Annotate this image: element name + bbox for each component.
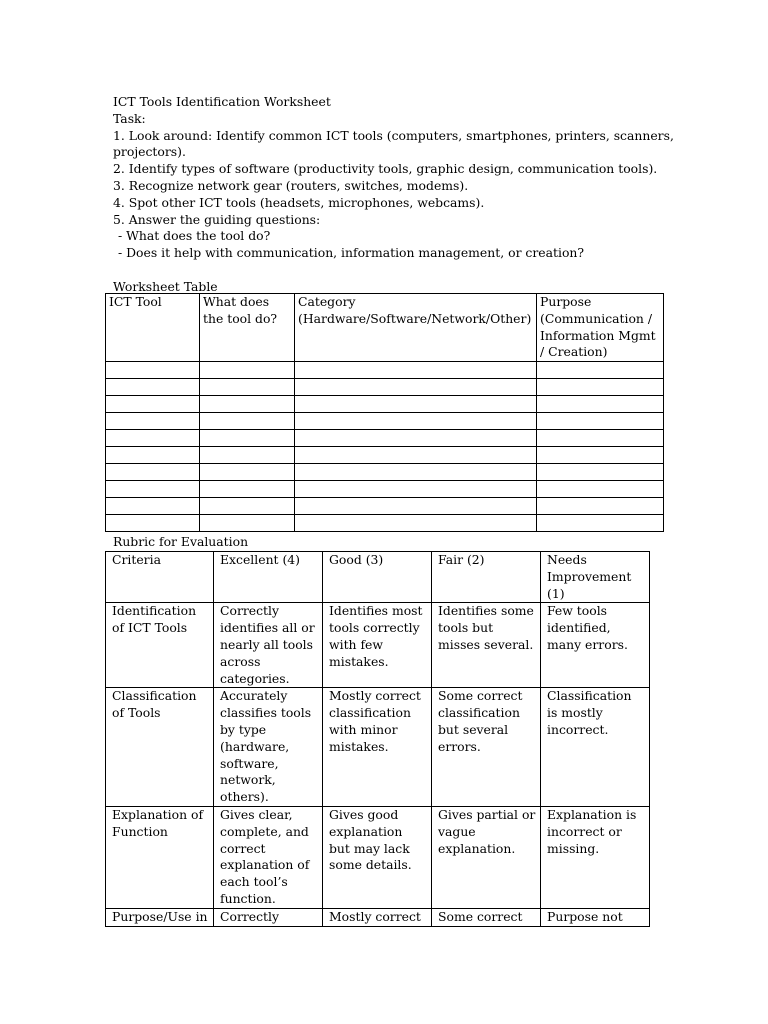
rubric-cell: Correctly — [214, 908, 323, 926]
rubric-cell: Gives clear, complete, and correct explanation of each tool’s function. — [214, 806, 323, 908]
blank-cell[interactable] — [200, 379, 295, 396]
blank-cell[interactable] — [537, 515, 664, 532]
rubric-cell: Purpose not — [541, 908, 650, 926]
worksheet-header-cell: Category (Hardware/Software/Network/Other) — [295, 294, 537, 362]
task-line: 5. Answer the guiding questions: — [113, 211, 321, 227]
rubric-header-cell: Excellent (4) — [214, 552, 323, 603]
worksheet-blank-row — [106, 430, 664, 447]
rubric-cell: Gives good explanation but may lack some details. — [323, 806, 432, 908]
rubric-cell: Some correct classification but several errors. — [432, 688, 541, 807]
rubric-cell: Accurately classifies tools by type (hardware, software, network, others). — [214, 688, 323, 807]
worksheet-intro — [113, 94, 674, 296]
task-line: 1. Look around: Identify common ICT tools (computers, smartphones, printers, scanners, — [113, 127, 674, 143]
blank-cell[interactable] — [106, 464, 200, 481]
task-line: 2. Identify types of software (productivity tools, graphic design, communication tools). — [113, 161, 658, 177]
task-label: Task: — [113, 110, 146, 126]
rubric-header-cell: Needs Improvement (1) — [541, 552, 650, 603]
blank-cell[interactable] — [106, 447, 200, 464]
worksheet-table — [105, 293, 664, 532]
worksheet-blank-row — [106, 464, 664, 481]
blank-cell[interactable] — [295, 481, 537, 498]
blank-cell[interactable] — [537, 430, 664, 447]
blank-cell[interactable] — [106, 396, 200, 413]
blank-cell[interactable] — [106, 379, 200, 396]
blank-cell[interactable] — [295, 430, 537, 447]
rubric-caption: Rubric for Evaluation — [113, 534, 249, 549]
rubric-cell: Correctly identifies all or nearly all tools across categories. — [214, 603, 323, 688]
rubric-cell: Mostly correct — [323, 908, 432, 926]
blank-cell[interactable] — [200, 447, 295, 464]
blank-cell[interactable] — [106, 498, 200, 515]
worksheet-blank-row — [106, 362, 664, 379]
blank-cell[interactable] — [200, 498, 295, 515]
blank-cell[interactable] — [106, 515, 200, 532]
rubric-table — [105, 551, 650, 927]
blank-cell[interactable] — [537, 498, 664, 515]
blank-cell[interactable] — [106, 413, 200, 430]
blank-cell[interactable] — [106, 430, 200, 447]
rubric-criteria-cell: Identification of ICT Tools — [106, 603, 214, 688]
blank-cell[interactable] — [106, 362, 200, 379]
guiding-question: - Does it help with communication, information management, or creation? — [118, 245, 585, 261]
blank-cell[interactable] — [200, 396, 295, 413]
blank-cell[interactable] — [200, 481, 295, 498]
blank-cell[interactable] — [537, 413, 664, 430]
rubric-row — [106, 603, 650, 688]
blank-cell[interactable] — [537, 464, 664, 481]
rubric-criteria-cell: Explanation of Function — [106, 806, 214, 908]
blank-cell[interactable] — [200, 413, 295, 430]
rubric-cell: Identifies some tools but misses several. — [432, 603, 541, 688]
worksheet-header-cell: Purpose (Communication / Information Mgmt / Creation) — [537, 294, 664, 362]
rubric-header-row — [106, 552, 650, 603]
task-line: 4. Spot other ICT tools (headsets, microphones, webcams). — [113, 194, 485, 210]
rubric-row — [106, 908, 650, 926]
blank-cell[interactable] — [200, 464, 295, 481]
blank-cell[interactable] — [295, 379, 537, 396]
rubric-cell: Some correct — [432, 908, 541, 926]
rubric-criteria-cell: Purpose/Use in — [106, 908, 214, 926]
worksheet-caption: Worksheet Table — [113, 278, 218, 294]
blank-cell[interactable] — [295, 396, 537, 413]
rubric-header-cell: Good (3) — [323, 552, 432, 603]
worksheet-blank-row — [106, 396, 664, 413]
rubric-row — [106, 806, 650, 908]
blank-cell[interactable] — [295, 447, 537, 464]
rubric-cell: Few tools identified, many errors. — [541, 603, 650, 688]
rubric-cell: Classification is mostly incorrect. — [541, 688, 650, 807]
blank-cell[interactable] — [537, 396, 664, 413]
blank-cell[interactable] — [295, 413, 537, 430]
blank-cell[interactable] — [537, 481, 664, 498]
document-title: ICT Tools Identification Worksheet — [113, 94, 331, 109]
blank-cell[interactable] — [200, 362, 295, 379]
blank-cell[interactable] — [295, 362, 537, 379]
worksheet-blank-row — [106, 413, 664, 430]
worksheet-blank-row — [106, 498, 664, 515]
blank-cell[interactable] — [537, 447, 664, 464]
task-line: projectors). — [113, 144, 186, 160]
worksheet-blank-row — [106, 481, 664, 498]
blank-cell[interactable] — [295, 515, 537, 532]
blank-cell[interactable] — [295, 498, 537, 515]
rubric-header-cell: Criteria — [106, 552, 214, 603]
blank-cell[interactable] — [295, 464, 537, 481]
rubric-cell: Mostly correct classification with minor mistakes. — [323, 688, 432, 807]
worksheet-header-row — [106, 294, 664, 362]
blank-cell[interactable] — [200, 430, 295, 447]
worksheet-blank-row — [106, 379, 664, 396]
rubric-row — [106, 688, 650, 807]
rubric-cell: Gives partial or vague explanation. — [432, 806, 541, 908]
worksheet-header-cell: ICT Tool — [106, 294, 200, 362]
guiding-question: - What does the tool do? — [118, 228, 271, 244]
blank-cell[interactable] — [200, 515, 295, 532]
task-line: 3. Recognize network gear (routers, switches, modems). — [113, 177, 469, 193]
rubric-criteria-cell: Classification of Tools — [106, 688, 214, 807]
rubric-cell: Identifies most tools correctly with few mistakes. — [323, 603, 432, 688]
blank-cell[interactable] — [106, 481, 200, 498]
rubric-header-cell: Fair (2) — [432, 552, 541, 603]
worksheet-header-cell: What does the tool do? — [200, 294, 295, 362]
rubric-cell: Explanation is incorrect or missing. — [541, 806, 650, 908]
worksheet-blank-row — [106, 515, 664, 532]
blank-cell[interactable] — [537, 362, 664, 379]
worksheet-blank-row — [106, 447, 664, 464]
blank-cell[interactable] — [537, 379, 664, 396]
